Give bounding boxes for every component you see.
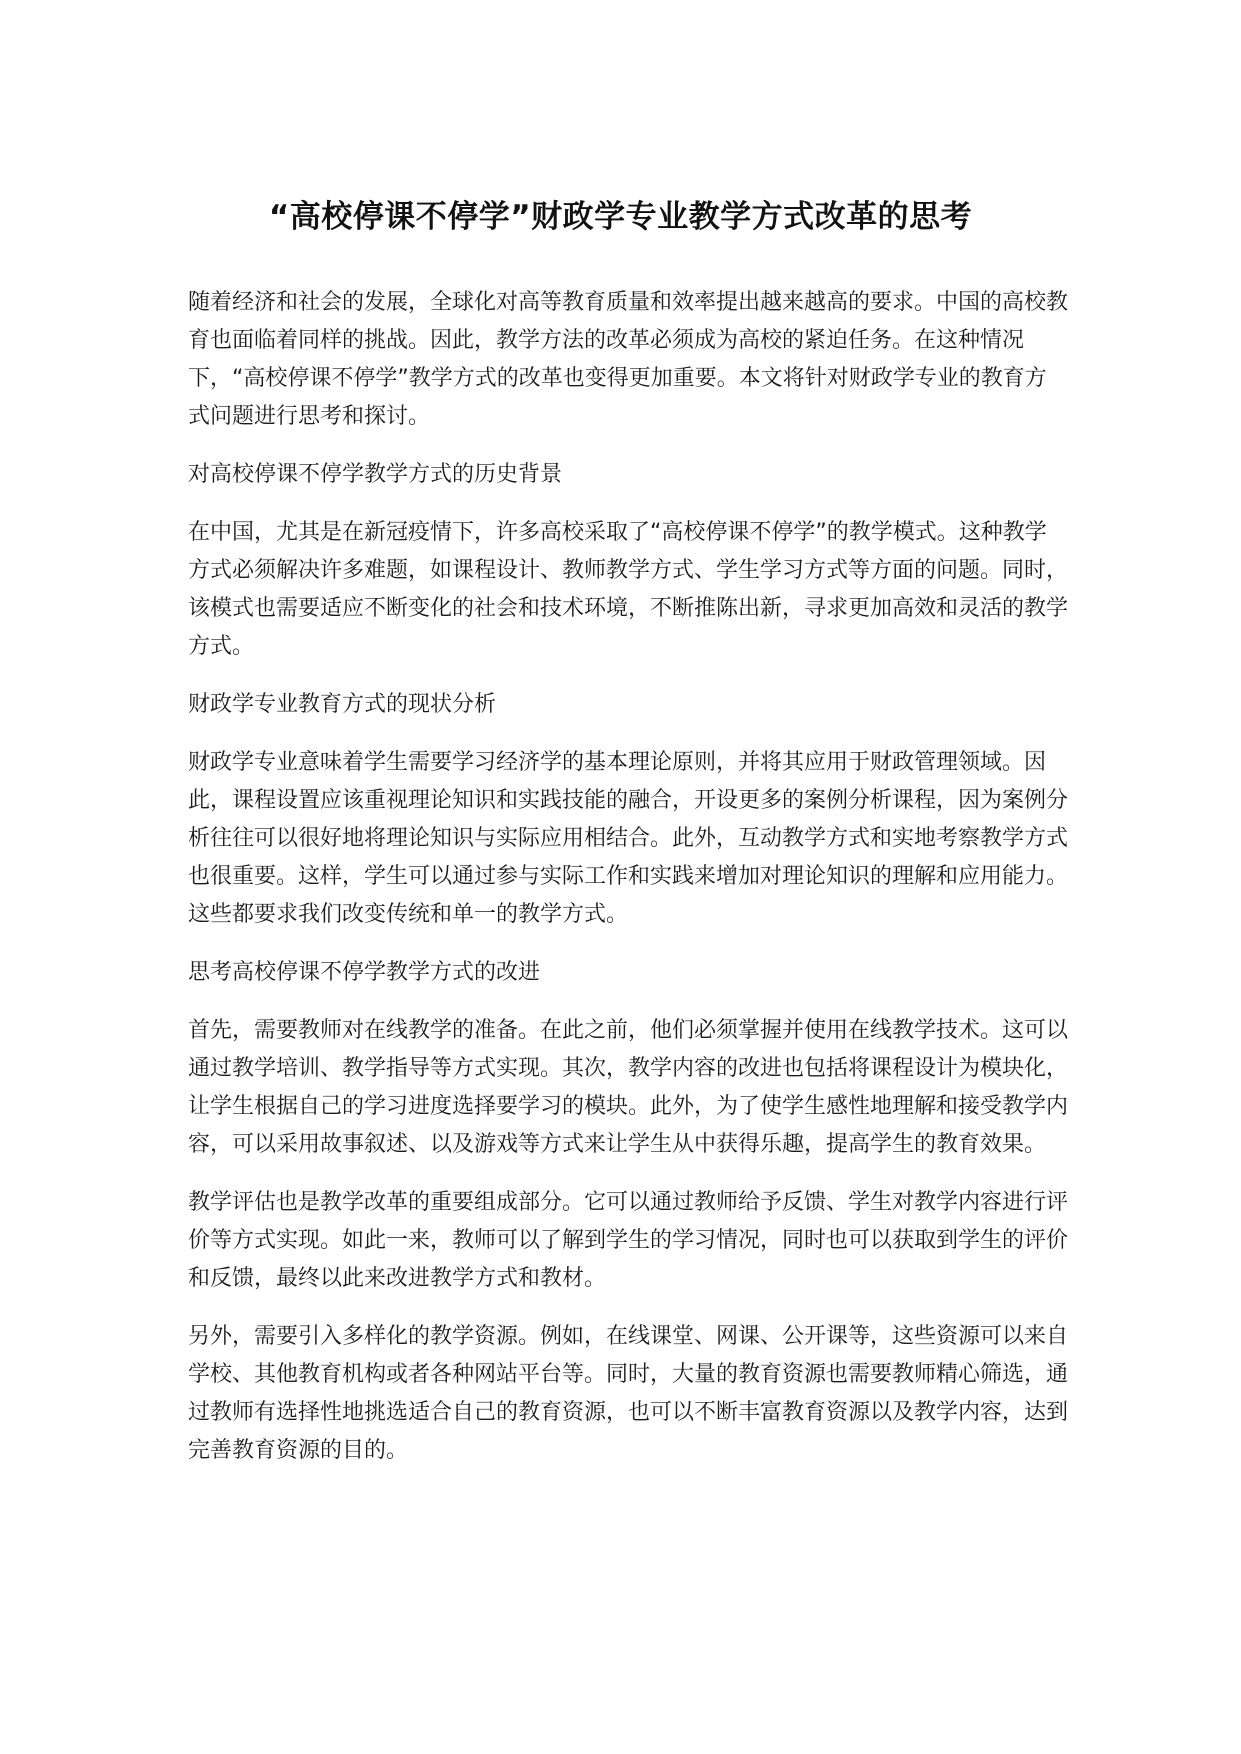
document-body	[188, 284, 1068, 1490]
paragraph-status: 财政学专业意味着学生需要学习经济学的基本理论原则，并将其应用于财政管理领域。因此，课程设置应该重视理论知识和实践技能的融合，开设更多的案例分析课程，因为案例分析往往可以很好地将理论知识与实际应用相结合。此外，互动教学方式和实地考察教学方式也很重要。这样，学生可以通过参与实际工作和实践来增加对理论知识的理解和应用能力。这些都要求我们改变传统和单一的教学方式。	[188, 750, 1069, 927]
paragraph-evaluation: 教学评估也是教学改革的重要组成部分。它可以通过教师给予反馈、学生对教学内容进行评价等方式实现。如此一来，教师可以了解到学生的学习情况，同时也可以获取到学生的评价和反馈，最终以此来改进教学方式和教材。	[188, 1190, 1069, 1291]
paragraph-improvement: 首先，需要教师对在线教学的准备。在此之前，他们必须掌握并使用在线教学技术。这可以通过教学培训、教学指导等方式实现。其次，教学内容的改进也包括将课程设计为模块化，让学生根据自己的学习进度选择要学习的模块。此外，为了使学生感性地理解和接受教学内容，可以采用故事叙述、以及游戏等方式来让学生从中获得乐趣，提高学生的教育效果。	[188, 1018, 1069, 1157]
section-heading-background: 对高校停课不停学教学方式的历史背景	[188, 462, 563, 487]
section-heading-improvement: 思考高校停课不停学教学方式的改进	[188, 960, 541, 985]
paragraph-background: 在中国，尤其是在新冠疫情下，许多高校采取了“高校停课不停学”的教学模式。这种教学方式必须解决许多难题，如课程设计、教师教学方式、学生学习方式等方面的问题。同时，该模式也需要适应不断变化的社会和技术环境，不断推陈出新，寻求更加高效和灵活的教学方式。	[188, 520, 1069, 659]
paragraph-intro: 随着经济和社会的发展，全球化对高等教育质量和效率提出越来越高的要求。中国的高校教育也面临着同样的挑战。因此，教学方法的改革必须成为高校的紧迫任务。在这种情况下，“高校停课不停学”教学方式的改革也变得更加重要。本文将针对财政学专业的教育方式问题进行思考和探讨。	[188, 290, 1069, 429]
section-heading-status: 财政学专业教育方式的现状分析	[188, 692, 497, 717]
paragraph-resources: 另外，需要引入多样化的教学资源。例如，在线课堂、网课、公开课等，这些资源可以来自学校、其他教育机构或者各种网站平台等。同时，大量的教育资源也需要教师精心筛选，通过教师有选择性地挑选适合自己的教育资源，也可以不断丰富教育资源以及教学内容，达到完善教育资源的目的。	[188, 1324, 1069, 1463]
document-title: “高校停课不停学”财政学专业教学方式改革的思考	[268, 198, 973, 235]
